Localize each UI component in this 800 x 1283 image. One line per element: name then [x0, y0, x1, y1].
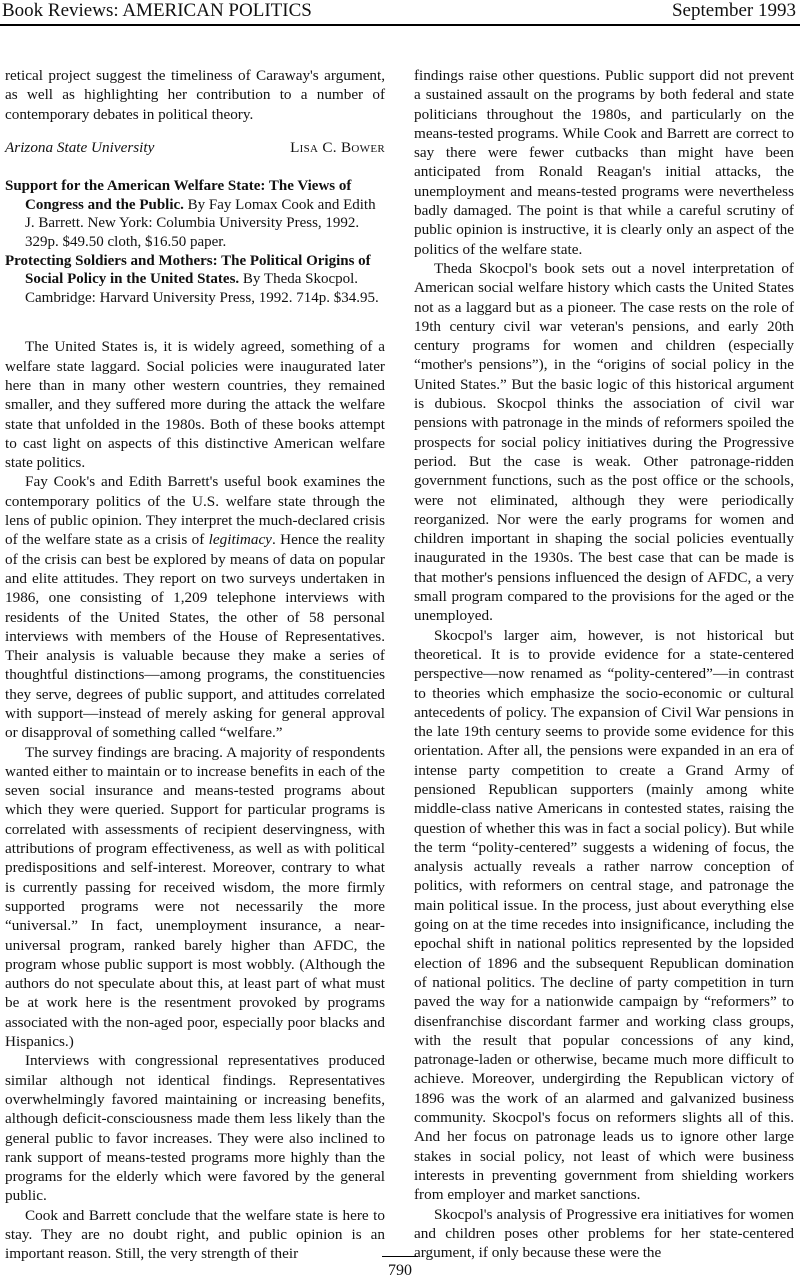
paragraph: Skocpol's analysis of Progressive era initiatives for women and children poses other problems for her state-centered argument, if only because these were the [414, 1205, 794, 1262]
left-column [5, 66, 385, 1264]
book-citation-1 [5, 177, 385, 251]
continued-paragraph: findings raise other questions. Public support did not prevent a sustained assault on the programs by both federal and state politicians throughout the 1980s, and particularly on the means-tested programs. While Cook and Barrett are correct to say there were fewer cutbacks than might have been anticipated from Ronald Reagan's initial attacks, the unemployment and means-tested programs were nevertheless badly damaged. The point is that while a careful scrutiny of public opinion is instructive, it is clearly only an aspect of the politics of the welfare state. [414, 67, 794, 258]
paragraph: The survey findings are bracing. A majority of respondents wanted either to maintain or to increase benefits in each of the seven social insurance and means-tested programs about which they were queried. Support for particular programs is correlated with assessments of recipient deservingness, with attributions of program effectiveness, as well as with political predispositions and self-interest. Moreover, contrary to what is currently passing for received wisdom, the more firmly supported programs were not necessarily the more “universal.” In fact, unemployment insurance, a near-universal program, ranked barely higher than AFDC, the program whose public support is most wobbly. (Although the authors do not speculate about this, at least part of what must be at work here is the resentment provoked by programs associated with the non-aged poor, especially poor blacks and Hispanics.) [5, 743, 385, 1051]
paragraph: Cook and Barrett conclude that the welfare state is here to stay. They are no doubt right, and public opinion is an important reason. Still, the very strength of their [5, 1206, 385, 1263]
reviewer-signature [5, 138, 385, 157]
continued-paragraph: retical project suggest the timeliness of Caraway's argument, as well as highlighting her contribution to a number of contemporary debates in political theory. [5, 67, 385, 123]
footer-rule [382, 1256, 418, 1257]
running-header [0, 0, 800, 26]
paragraph: The United States is, it is widely agreed, something of a welfare state laggard. Social policies were inaugurated later here than in many other western countries, they remained smaller, and they suffered more during the attack the welfare state that unfolded in the 1980s. Both of these books attempt to cast light on aspects of this distinctive American welfare state politics. [5, 338, 385, 472]
reviewer-institution: Arizona State University [5, 138, 155, 156]
book-citation-2 [5, 252, 385, 308]
right-column [414, 66, 794, 1262]
journal-section-title: Book Reviews: AMERICAN POLITICS [2, 0, 312, 21]
book-details-1: By Fay Lomax Cook and Edith J. Barrett. New York: Columbia University Press, 1992. 329p. $49.50 cloth, $16.50 paper. [25, 196, 376, 250]
reviewer-name: Lisa C. Bower [290, 138, 385, 156]
paragraph: Skocpol's larger aim, however, is not historical but theoretical. It is to provide evidence for a state-centered perspective—now renamed as “polity-centered”—in contrast to theories which emphasize the socio-economic or cultural antecedents of policy. The expansion of Civil War pensions in the late 19th century seems to provide some evidence for this orientation. After all, the pensions were expanded in an era of intense party competition to create a Grand Army of pensioned Republican supporters (mainly among white middle-class native Americans in contested states, raising the question of whether this was in fact a social policy). But while the term “polity-centered” suggests a widening of focus, the analysis actually reveals a rather narrow conception of politics, with reformers on central stage, and patronage the main political issue. In the process, just about everything else going on at the time recedes into insignificance, including the epochal shift in national politics represented by the lopsided election of 1896 and the subsequent Republican domination of national politics. The decline of party competition in turn paved the way for a nationwide campaign by “reformers” to disenfranchise discordant farmer and working class groups, with the result that popular concessions of any kind, patronage-laden or otherwise, became much more difficult to achieve. Moreover, undergirding the Republican victory of 1896 was the work of an alarmed and galvanized business community. Skocpol's focus on reformers slights all of this. And her focus on patronage leads us to ignore other large stakes in social policy, not least of which were business interests in preventing government from shielding workers from employer and market sanctions. [414, 626, 794, 1204]
page-number: 790 [388, 1262, 412, 1279]
book-title-1: Support for the American Welfare State: The Views of Congress and the Public. [5, 178, 352, 213]
book-details-2: By Theda Skocpol. Cambridge: Harvard University Press, 1992. 714p. $34.95. [25, 271, 379, 306]
emphasis-legitimacy: legitimacy [208, 531, 272, 549]
paragraph: Interviews with congressional representatives produced similar although not identical findings. Representatives overwhelmingly favored maintaining or increasing benefits, although deficit-consciousness made them less likely than the general public to favor increases. They were also inclined to rank support of means-tested programs more highly than the programs for the elderly which were favored by the general public. [5, 1052, 385, 1205]
paragraph: Fay Cook's and Edith Barrett's useful book examines the contemporary politics of the U.S. welfare state through the lens of public opinion. They interpret the much-declared crisis of the welfare state as a crisis of legitimacy. Hence the reality of the crisis can best be explored by means of data on popular and elite attitudes. They report on two surveys undertaken in 1986, one consisting of 1,209 telephone interviews with residents of the United States, the other of 58 personal interviews with members of the House of Representatives. Their analysis is valuable because they make a series of thoughtful distinctions—among programs, the constituencies they serve, degrees of public support, and attitudes correlated with support—instead of merely asking for general approval or disapproval of something called “welfare.” [5, 473, 385, 742]
issue-date: September 1993 [671, 0, 796, 21]
paragraph: Theda Skocpol's book sets out a novel interpretation of American social welfare history which casts the United States not as a laggard but as a pioneer. The case rests on the role of 19th century civil war veteran's pensions, and early 20th century programs for women and children (especially “mother's pensions”), in the “origins of social policy in the United States.” But the basic logic of this historical argument is dubious. Skocpol thinks the association of civil war pensions with patronage in the minds of reformers spoiled the prospects for social policy initiatives during the Progressive period. But the case is weak. Other patronage-ridden government functions, such as the post office or the schools, were not eliminated, although they were periodically reorganized. Nor were the early programs for women and children important in shaping the social policies eventually inaugurated in the 1930s. The best case that can be made is that mother's pensions influenced the design of AFDC, a very small program compared to the provisions for the aged or the unemployed. [414, 259, 794, 625]
book-title-2: Protecting Soldiers and Mothers: The Political Origins of Social Policy in the United States. [5, 252, 371, 288]
